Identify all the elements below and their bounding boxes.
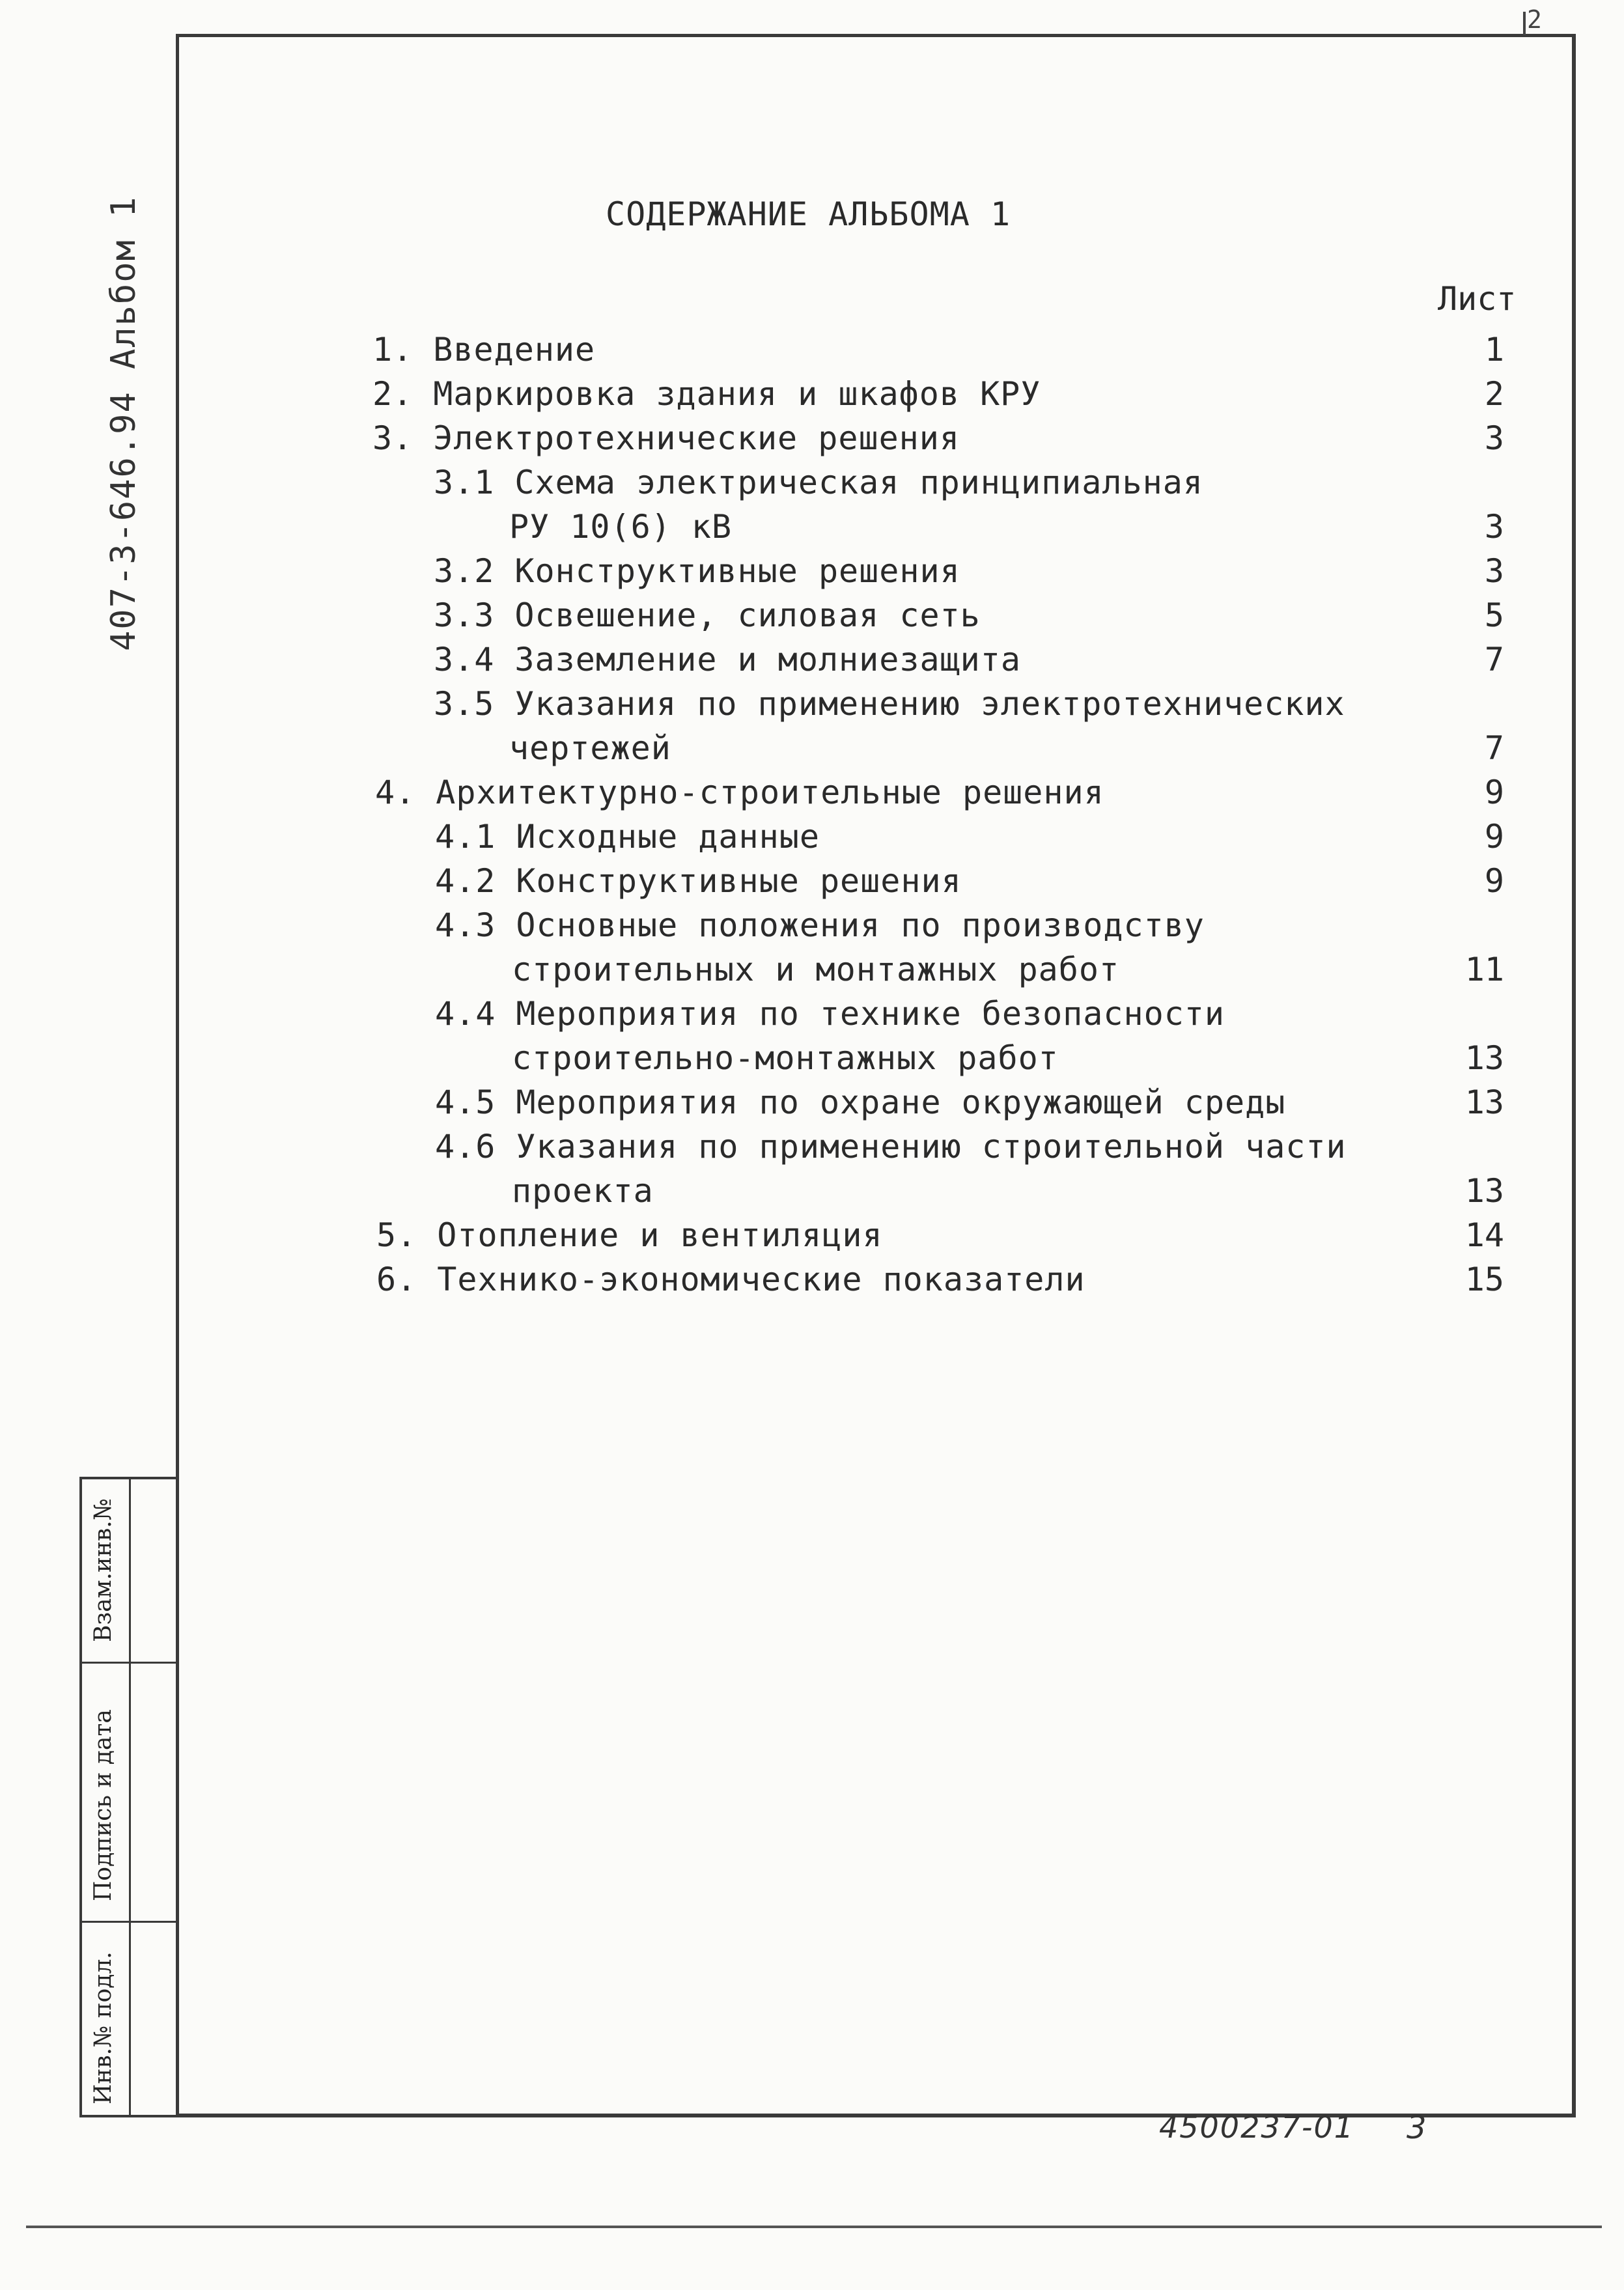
toc-text: 6. Технико-экономические показатели (376, 1261, 1085, 1298)
stamp-row-divider (82, 1662, 176, 1664)
toc-row (0, 1261, 1624, 1305)
stamp-label-replacement-inv: Взам.инв.№ (90, 1498, 117, 1642)
toc-text: 5. Отопление и вентиляция (376, 1216, 883, 1254)
stamp-row-divider (82, 1921, 176, 1923)
toc-page: 3 (1484, 508, 1504, 546)
toc-page: 7 (1484, 641, 1504, 678)
toc-text: 4.1 Исходные данные (435, 818, 820, 856)
toc-row (0, 508, 1624, 552)
toc-row (0, 729, 1624, 774)
toc-row (0, 1083, 1624, 1128)
toc-text: 4.4 Мероприятия по технике безопасности (435, 995, 1225, 1033)
toc-page: 14 (1464, 1216, 1504, 1254)
toc-text: 4. Архитектурно-строительные решения (375, 774, 1104, 811)
toc-page: 5 (1484, 596, 1504, 634)
toc-row (0, 862, 1624, 906)
toc-row (0, 685, 1624, 729)
toc-row (0, 906, 1624, 951)
corner-mark: 2 (1527, 5, 1542, 34)
toc-page: 13 (1464, 1172, 1504, 1210)
toc-row (0, 641, 1624, 685)
toc-text: строительно-монтажных работ (512, 1039, 1059, 1077)
toc-row (0, 419, 1624, 464)
stamp-box (79, 1477, 178, 2117)
toc-text: 4.2 Конструктивные решения (435, 862, 962, 900)
page-number: 3 (1407, 2110, 1427, 2146)
toc-page: 7 (1484, 729, 1504, 767)
stamp-label-original-inv: Инв.№ подл. (90, 1951, 117, 2104)
toc-page: 9 (1484, 818, 1504, 856)
toc-page: 3 (1484, 419, 1504, 457)
stamp-label-signature-date: Подпись и дата (90, 1709, 117, 1901)
toc-text: 3.2 Конструктивные решения (434, 552, 960, 590)
toc-text: 1. Введение (372, 331, 596, 369)
toc-text: 4.3 Основные положения по производству (435, 906, 1205, 944)
toc-row (0, 1039, 1624, 1083)
toc-row (0, 951, 1624, 995)
toc-row (0, 375, 1624, 419)
toc-text: 3. Электротехнические решения (372, 419, 960, 457)
toc-page: 13 (1464, 1083, 1504, 1121)
toc-text: проекта (512, 1172, 654, 1210)
document-registration-code: 4500237-01 (1159, 2110, 1354, 2145)
toc-row (0, 1216, 1624, 1261)
toc-text: 3.1 Схема электрическая принципиальная (434, 464, 1203, 501)
toc-text: РУ 10(6) кВ (509, 508, 733, 546)
page-title: СОДЕРЖАНИЕ АЛЬБОМА 1 (606, 195, 1011, 233)
toc-page: 1 (1484, 331, 1504, 369)
toc-row (0, 596, 1624, 641)
toc-row (0, 1128, 1624, 1172)
toc-page: 9 (1484, 774, 1504, 811)
bottom-rule (26, 2226, 1602, 2228)
toc-text: 3.3 Освешение, силовая сеть (434, 596, 981, 634)
toc-row (0, 774, 1624, 818)
toc-row (0, 552, 1624, 596)
toc-text: строительных и монтажных работ (512, 951, 1120, 988)
stamp-column-divider (129, 1479, 131, 2115)
toc-text: 4.5 Мероприятия по охране окружающей среды (435, 1083, 1286, 1121)
toc-text: 3.4 Заземление и молниезащита (434, 641, 1021, 678)
toc-row (0, 464, 1624, 508)
toc-text: 4.6 Указания по применению строительной части (435, 1128, 1347, 1166)
toc-row (0, 331, 1624, 375)
toc-row (0, 1172, 1624, 1216)
side-document-code: 407-3-646.94 Альбом 1 (104, 195, 143, 651)
toc-page: 3 (1484, 552, 1504, 590)
toc-text: 3.5 Указания по применению электротехнических (434, 685, 1345, 723)
toc-row (0, 995, 1624, 1039)
toc-row (0, 818, 1624, 862)
toc-page: 9 (1484, 862, 1504, 900)
toc-page: 15 (1464, 1261, 1504, 1298)
sheet-column-header: Лист (1438, 280, 1517, 318)
toc-page: 13 (1464, 1039, 1504, 1077)
toc-page: 11 (1464, 951, 1504, 988)
toc-text: 2. Маркировка здания и шкафов КРУ (372, 375, 1041, 413)
toc-text: чертежей (509, 729, 671, 767)
toc-page: 2 (1484, 375, 1504, 413)
